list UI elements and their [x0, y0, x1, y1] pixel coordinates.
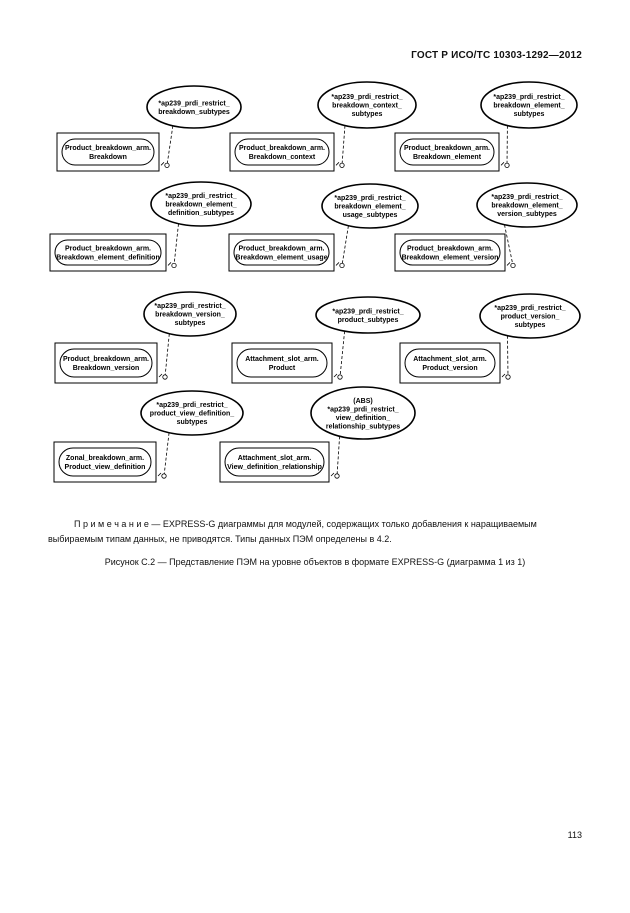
constraint-ellipse-e9-line-1: *ap239_prdi_restrict_ [494, 305, 566, 312]
connector-line [505, 225, 514, 266]
entity-box-b2-line-2: Breakdown_context [248, 154, 316, 161]
entity-box-b6 [395, 234, 505, 271]
entity-box-b8 [232, 343, 332, 383]
entity-box-b6-line-1: Product_breakdown_arm. [407, 245, 493, 253]
connector-line [164, 433, 169, 476]
entity-box-b9 [400, 343, 500, 383]
entity-box-b7-line-2: Breakdown_version [72, 365, 140, 372]
entity-box-b4-line-1: Product_breakdown_arm. [65, 245, 151, 253]
constraint-ellipse-e10-line-2: product_view_definition_ [149, 410, 235, 418]
constraint-ellipse-e11-line-4: relationship_subtypes [325, 423, 401, 431]
constraint-ellipse-e7-line-2: breakdown_version_ [155, 311, 225, 319]
constraint-ellipse-e6-line-2: breakdown_element_ [491, 202, 563, 210]
constraint-ellipse-e2-line-1: *ap239_prdi_restrict_ [331, 94, 403, 101]
connector-end-circle [165, 163, 169, 167]
entity-box-b3-line-2: Breakdown_element [412, 154, 482, 161]
constraint-ellipse-e4-line-2: breakdown_element_ [165, 201, 237, 209]
entity-box-b7 [55, 343, 157, 383]
constraint-ellipse-e2-line-3: subtypes [351, 111, 383, 118]
entity-box-b2-line-1: Product_breakdown_arm. [239, 145, 325, 152]
constraint-ellipse-e8 [316, 297, 420, 333]
connector-e8-b8 [334, 331, 345, 379]
constraint-ellipse-e2-line-2: breakdown_context_ [332, 102, 402, 110]
entity-box-b11 [220, 442, 329, 482]
constraint-ellipse-e11-line-2: *ap239_prdi_restrict_ [327, 406, 399, 414]
entity-box-b7-line-1: Product_breakdown_arm. [63, 356, 149, 363]
entity-box-b8-line-1: Attachment_slot_arm. [245, 356, 319, 363]
constraint-ellipse-e4-line-1: *ap239_prdi_restrict_ [165, 193, 237, 200]
connector-end-circle [340, 163, 344, 167]
connector-line [165, 334, 169, 377]
page-number: 113 [567, 830, 582, 840]
entity-box-b10-line-2: Product_view_definition [64, 464, 146, 471]
entity-box-b6-line-2: Breakdown_element_version [401, 254, 499, 262]
constraint-ellipse-e5-line-3: usage_subtypes [342, 212, 398, 219]
connector-end-circle [172, 263, 176, 267]
connector-line [337, 436, 340, 476]
connector-e6-b6 [505, 225, 516, 268]
entity-box-b1 [57, 133, 159, 171]
figure-note: П р и м е ч а н и е — EXPRESS-G диаграммы для модулей, содержащих только добавления к наращиваемым выбираемым типам данных, не приводятся. Типы данных ПЭМ определены в 4.2. [48, 519, 537, 544]
constraint-ellipse-e9 [480, 294, 580, 338]
connector-end-circle [505, 163, 509, 167]
constraint-ellipse-e7 [144, 292, 236, 336]
constraint-ellipse-e6 [477, 183, 577, 227]
connector-tick [158, 473, 161, 476]
connector-e2-b2 [336, 126, 345, 168]
constraint-ellipse-e5-line-2: breakdown_element_ [334, 203, 406, 211]
constraint-ellipse-e6-line-1: *ap239_prdi_restrict_ [491, 194, 563, 201]
constraint-ellipse-e4 [151, 182, 251, 226]
entity-box-b8-line-2: Product [268, 365, 296, 372]
constraint-ellipse-e6-line-3: version_subtypes [497, 211, 557, 218]
connector-e7-b7 [159, 334, 169, 379]
connector-end-circle [163, 375, 167, 379]
connector-end-circle [335, 474, 339, 478]
entity-box-b4 [50, 234, 166, 271]
connector-tick [168, 262, 171, 265]
constraint-ellipse-e10 [141, 391, 243, 435]
connector-e3-b3 [501, 126, 509, 168]
connector-line [174, 224, 179, 266]
constraint-ellipse-e11-line-3: view_definition_ [335, 414, 391, 422]
connector-end-circle [162, 474, 166, 478]
connector-e5-b5 [336, 226, 348, 268]
constraint-ellipse-e1-line-1: *ap239_prdi_restrict_ [158, 100, 230, 108]
constraint-ellipse-e3-line-3: subtypes [513, 111, 545, 118]
constraint-ellipse-e8-line-1: *ap239_prdi_restrict_ [332, 308, 404, 316]
connector-tick [159, 374, 162, 377]
connector-end-circle [506, 375, 510, 379]
connector-e4-b4 [168, 224, 179, 268]
connector-tick [334, 374, 337, 377]
connector-tick [502, 374, 505, 377]
connector-line [342, 226, 348, 266]
entity-box-b3-line-1: Product_breakdown_arm. [404, 145, 490, 152]
constraint-ellipse-e1-line-2: breakdown_subtypes [158, 108, 230, 116]
document-header: ГОСТ Р ИСО/ТС 10303-1292—2012 [411, 50, 582, 61]
connector-tick [336, 162, 339, 165]
connector-line [340, 331, 345, 377]
constraint-ellipse-e3 [481, 82, 577, 128]
connector-end-circle [338, 375, 342, 379]
connector-e1-b1 [161, 126, 173, 168]
constraint-ellipse-e3-line-1: *ap239_prdi_restrict_ [493, 94, 565, 101]
connector-e10-b10 [158, 433, 169, 478]
constraint-ellipse-e5 [322, 184, 418, 228]
constraint-ellipse-e7-line-1: *ap239_prdi_restrict_ [154, 303, 226, 310]
connector-end-circle [511, 263, 515, 267]
constraint-ellipse-e4-line-3: definition_subtypes [167, 210, 235, 217]
connector-tick [336, 262, 339, 265]
connector-e9-b9 [502, 336, 510, 379]
entity-box-b1-line-1: Product_breakdown_arm. [65, 145, 151, 152]
entity-box-b1-line-2: Breakdown [89, 154, 127, 161]
constraint-ellipse-e8-line-2: product_subtypes [337, 316, 399, 324]
entity-box-b11-line-1: Attachment_slot_arm. [237, 455, 312, 462]
connector-line [167, 126, 173, 165]
entity-box-b3 [395, 133, 499, 171]
connector-end-circle [340, 263, 344, 267]
entity-box-b5-line-1: Product_breakdown_arm. [238, 245, 325, 253]
connector-line [508, 336, 509, 377]
constraint-ellipse-e11-line-1: (ABS) [353, 397, 373, 405]
entity-box-b9-line-2: Product_version [422, 365, 478, 372]
entity-box-b10 [54, 442, 156, 482]
entity-box-b10-line-1: Zonal_breakdown_arm. [65, 455, 145, 462]
constraint-ellipse-e11 [311, 387, 415, 439]
constraint-ellipse-e2 [318, 82, 416, 128]
constraint-ellipse-e7-line-3: subtypes [174, 320, 206, 327]
connector-tick [161, 162, 164, 165]
entity-box-b2 [230, 133, 334, 171]
connector-tick [507, 262, 510, 265]
connector-line [342, 126, 345, 166]
entity-box-b5 [229, 234, 334, 271]
connector-tick [331, 473, 334, 476]
connector-tick [501, 162, 504, 165]
entity-box-b4-line-2: Breakdown_element_definition [56, 254, 160, 262]
constraint-ellipse-e3-line-2: breakdown_element_ [493, 102, 565, 110]
constraint-ellipse-e9-line-3: subtypes [514, 322, 546, 329]
entity-box-b11-line-2: View_definition_relationship [227, 464, 322, 471]
entity-box-b5-line-2: Breakdown_element_usage [235, 254, 328, 262]
constraint-ellipse-e9-line-2: product_version_ [500, 313, 560, 321]
constraint-ellipse-e10-line-1: *ap239_prdi_restrict_ [156, 402, 228, 409]
constraint-ellipse-e5-line-1: *ap239_prdi_restrict_ [334, 195, 406, 202]
constraint-ellipse-e10-line-3: subtypes [176, 419, 208, 426]
entity-box-b9-line-1: Attachment_slot_arm. [413, 356, 487, 363]
constraint-ellipse-e1 [147, 86, 241, 128]
figure-caption: Рисунок С.2 — Представление ПЭМ на уровне объектов в формате EXPRESS-G (диаграмма 1 из 1) [104, 557, 526, 567]
connector-e11-b11 [331, 436, 340, 478]
